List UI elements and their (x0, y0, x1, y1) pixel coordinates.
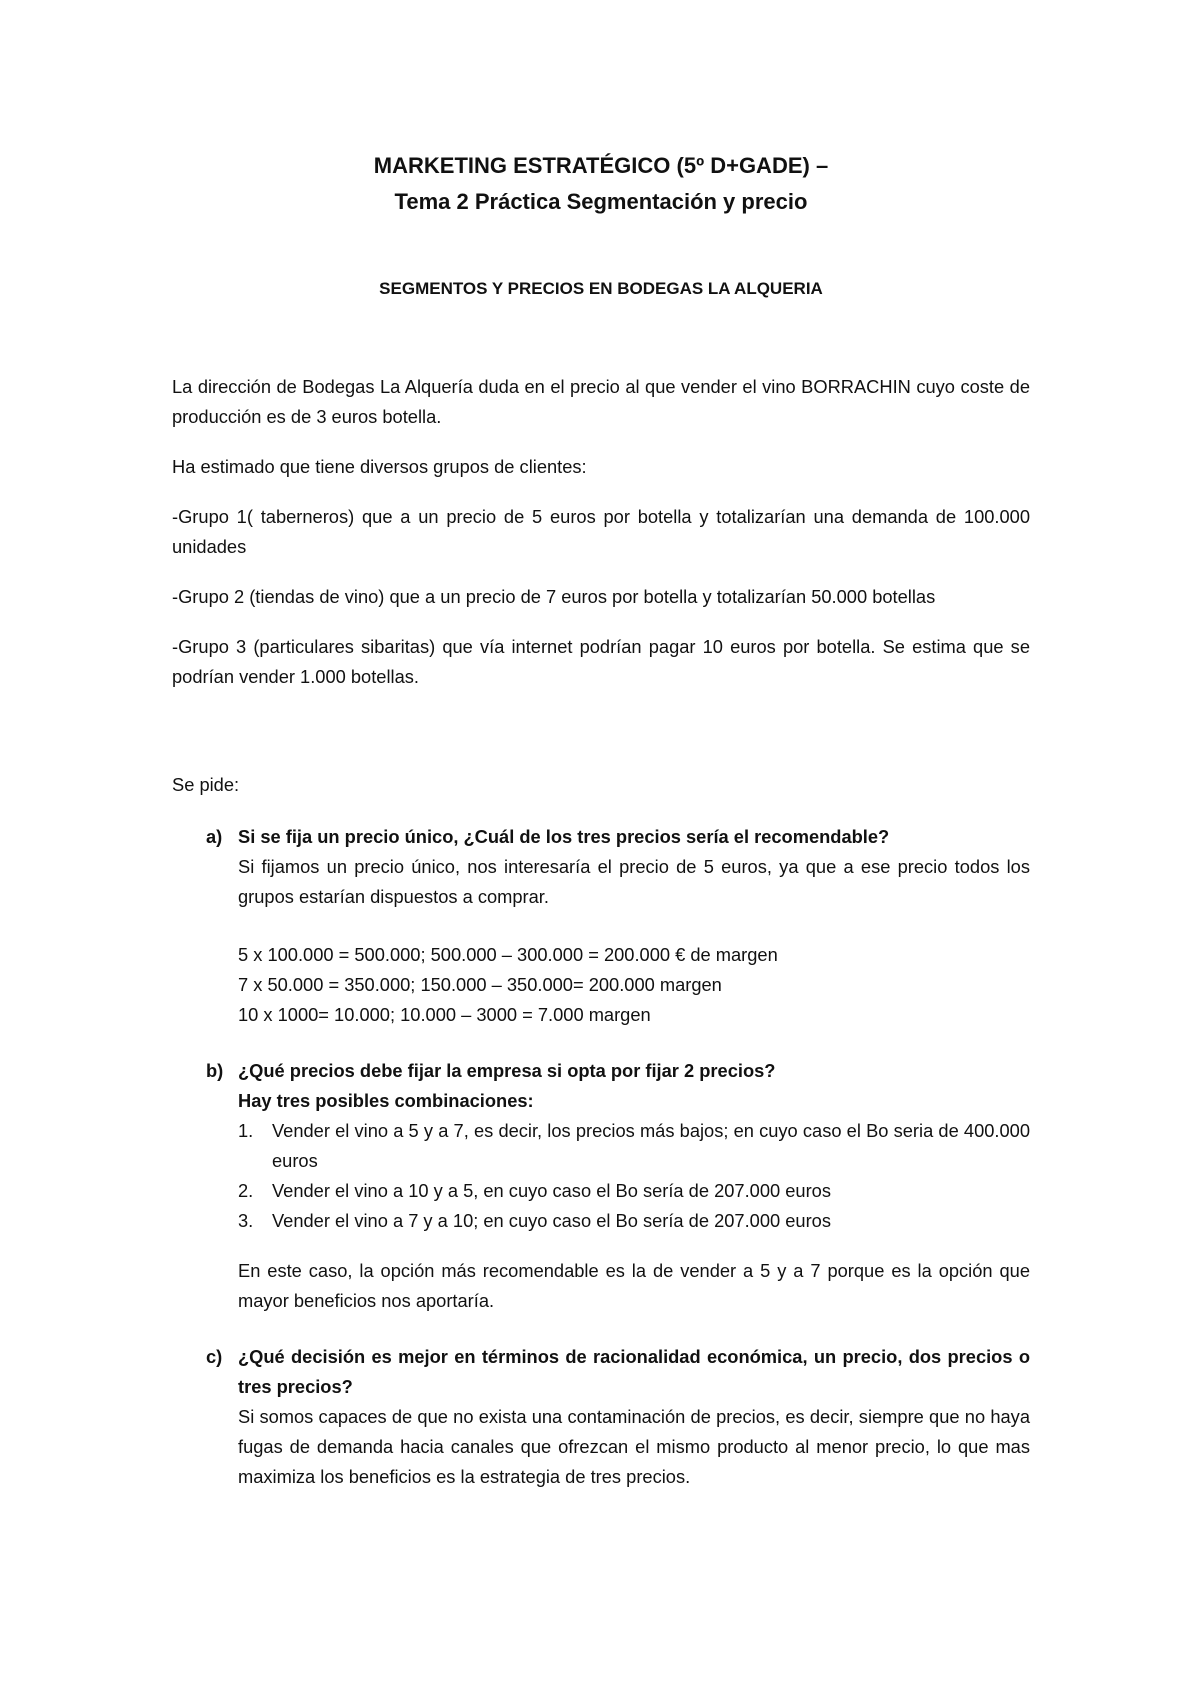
combination-item (238, 1116, 1030, 1176)
calc-line-1: 5 x 100.000 = 500.000; 500.000 – 300.000 = 200.000 € de margen (238, 944, 778, 965)
question-b (172, 1056, 1030, 1316)
question-a-calculations (238, 940, 1030, 1030)
question-b-title: ¿Qué precios debe fijar la empresa si opta por fijar 2 precios? (238, 1060, 776, 1081)
intro-paragraph: La dirección de Bodegas La Alquería duda en el precio al que vender el vino BORRACHIN cuyo coste de producción es de 3 euros botella. (172, 376, 1030, 427)
se-pide-label: Se pide: (172, 774, 240, 795)
question-c-letter: c) (206, 1346, 223, 1367)
question-c (172, 1342, 1030, 1492)
group-2-paragraph: -Grupo 2 (tiendas de vino) que a un precio de 7 euros por botella y totalizarían 50.000 botellas (172, 586, 936, 607)
document-subtitle: Tema 2 Práctica Segmentación y precio (394, 189, 808, 214)
question-c-title: ¿Qué decisión es mejor en términos de racionalidad económica, un precio, dos precios o tres precios? (238, 1346, 1030, 1397)
combination-text: Vender el vino a 7 y a 10; en cuyo caso el Bo sería de 207.000 euros (272, 1210, 831, 1231)
question-b-subtitle: Hay tres posibles combinaciones: (238, 1090, 534, 1111)
combination-text: Vender el vino a 5 y a 7, es decir, los precios más bajos; en cuyo caso el Bo seria de 400.000 euros (272, 1120, 1030, 1171)
combination-marker: 1. (238, 1120, 254, 1141)
questions-list (172, 822, 1030, 1492)
client-groups-intro: Ha estimado que tiene diversos grupos de clientes: (172, 456, 587, 477)
question-c-answer: Si somos capaces de que no exista una contaminación de precios, es decir, siempre que no haya fugas de demanda hacia canales que ofrezcan el mismo producto al menor precio, lo que mas maximiza los beneficios es la estrategia de tres precios. (238, 1406, 1030, 1487)
combination-item (238, 1206, 1030, 1236)
question-a-title: Si se fija un precio único, ¿Cuál de los tres precios sería el recomendable? (238, 826, 890, 847)
document-title: MARKETING ESTRATÉGICO (5º D+GADE) – (373, 153, 829, 178)
question-a-answer: Si fijamos un precio único, nos interesaría el precio de 5 euros, ya que a ese precio todos los grupos estarían dispuestos a comprar. (238, 856, 1030, 907)
combination-item (238, 1176, 1030, 1206)
group-1-paragraph: -Grupo 1( taberneros) que a un precio de 5 euros por botella y totalizarían una demanda de 100.000 unidades (172, 506, 1030, 557)
group-3-paragraph: -Grupo 3 (particulares sibaritas) que vía internet podrían pagar 10 euros por botella. Se estima que se podrían vender 1.000 botellas. (172, 636, 1030, 687)
question-b-letter: b) (206, 1060, 224, 1081)
combinations-list (238, 1116, 1030, 1236)
question-a-letter: a) (206, 826, 223, 847)
case-title: SEGMENTOS Y PRECIOS EN BODEGAS LA ALQUERIA (379, 279, 823, 298)
combination-text: Vender el vino a 10 y a 5, en cuyo caso el Bo sería de 207.000 euros (272, 1180, 831, 1201)
calc-line-3: 10 x 1000= 10.000; 10.000 – 3000 = 7.000 margen (238, 1004, 651, 1025)
question-b-conclusion: En este caso, la opción más recomendable es la de vender a 5 y a 7 porque es la opción que mayor beneficios nos aportaría. (238, 1260, 1030, 1311)
question-a (172, 822, 1030, 1030)
calc-line-2: 7 x 50.000 = 350.000; 150.000 – 350.000= 200.000 margen (238, 974, 722, 995)
combination-marker: 3. (238, 1210, 254, 1231)
combination-marker: 2. (238, 1180, 254, 1201)
